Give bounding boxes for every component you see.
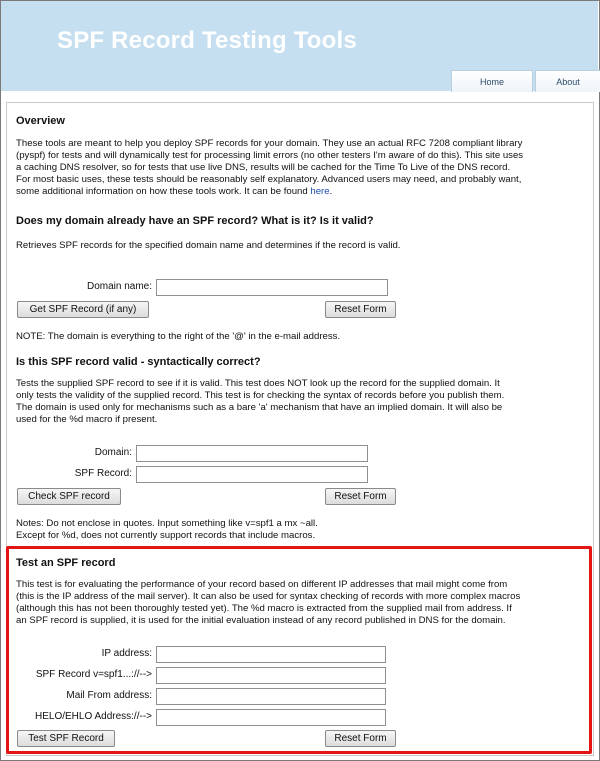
domain-input[interactable] [136, 445, 368, 462]
section2-line-4: used for the %d macro if present. [16, 414, 158, 425]
overview-last-line: some additional information on how these tools work. It can be found [16, 186, 308, 197]
section3-line-1: This test is for evaluating the performance of your record based on different IP addresses that mail might come from [16, 579, 508, 590]
mail-from-label: Mail From address: [66, 690, 152, 701]
section3-line-2: (this is the IP address of the mail server). It can also be used for syntax checking of records with more complex macros [16, 591, 521, 602]
section2-line-3: The domain is used only for mechanisms such as a bare 'a' mechanism that have an implied domain. It will also be [16, 402, 503, 413]
domain-label: Domain: [94, 447, 132, 458]
reset-form-button-3[interactable]: Reset Form [325, 730, 396, 747]
domain-name-input[interactable] [156, 279, 388, 296]
helo-label: HELO/EHLO Address://--> [35, 711, 152, 722]
tab-home[interactable]: Home [451, 70, 533, 92]
spf-record-input[interactable] [136, 466, 368, 483]
section2-line-2: only tests the validity of the supplied record. This test is for checking the syntax of records before you publish them. [16, 390, 505, 401]
section2-heading: Is this SPF record valid - syntactically correct? [16, 356, 261, 368]
section2-line-1: Tests the supplied SPF record to see if it is valid. This test does NOT look up the record for the supplied domain. It [16, 378, 500, 389]
section3-line-4: an SPF record is supplied, it is used for the initial evaluation instead of any record published in DNS for the domain. [16, 615, 506, 626]
reset-form-button-1[interactable]: Reset Form [325, 301, 396, 318]
tab-about[interactable]: About [535, 70, 600, 92]
section2-note-2: Except for %d, does not currently support records that include macros. [16, 530, 316, 541]
section1-description: Retrieves SPF records for the specified domain name and determines if the record is valid. [16, 240, 401, 251]
overview-line-5 [16, 186, 583, 198]
site-title: SPF Record Testing Tools [57, 27, 357, 54]
ip-address-label: IP address: [101, 648, 152, 659]
overview-heading: Overview [16, 115, 65, 127]
reset-form-button-2[interactable]: Reset Form [325, 488, 396, 505]
section1-note: NOTE: The domain is everything to the right of the '@' in the e-mail address. [16, 331, 341, 342]
test-spf-highlight-box [6, 546, 592, 754]
domain-name-label: Domain name: [86, 281, 152, 292]
site-header [1, 1, 598, 91]
section3-line-3: (although this has not been thoroughly tested yet). The %d macro is extracted from the supplied mail from address. If [16, 603, 512, 614]
here-link[interactable]: here [310, 186, 330, 197]
overview-line-3: a caching DNS resolver, so for tests that use live DNS, results will be cached for the Time To Live of the DNS record. [16, 162, 511, 173]
spf-record-v-label: SPF Record v=spf1...://--> [35, 669, 152, 680]
nav-tabs [451, 70, 600, 92]
check-spf-record-button[interactable]: Check SPF record [17, 488, 121, 505]
overview-line-4: For most basic uses, these tests should be reasonably self explanatory. Advanced users may need, and probably want, [16, 174, 522, 185]
section3-heading: Test an SPF record [16, 557, 116, 569]
section1-heading: Does my domain already have an SPF record? What is it? Is it valid? [16, 215, 374, 227]
overview-line-1: These tools are meant to help you deploy SPF records for your domain. They use an actual RFC 7208 compliant library [16, 138, 523, 149]
section2-note-1: Notes: Do not enclose in quotes. Input something like v=spf1 a mx ~all. [16, 518, 318, 529]
get-spf-record-button[interactable]: Get SPF Record (if any) [17, 301, 149, 318]
spf-record-label: SPF Record: [74, 468, 132, 479]
overview-line-2: (pyspf) for tests and will dynamically test for processing limit errors (no other testers I'm aware of do this). This site uses [16, 150, 524, 161]
overview-link-suffix: . [329, 186, 333, 197]
test-spf-record-button[interactable]: Test SPF Record [17, 730, 115, 747]
